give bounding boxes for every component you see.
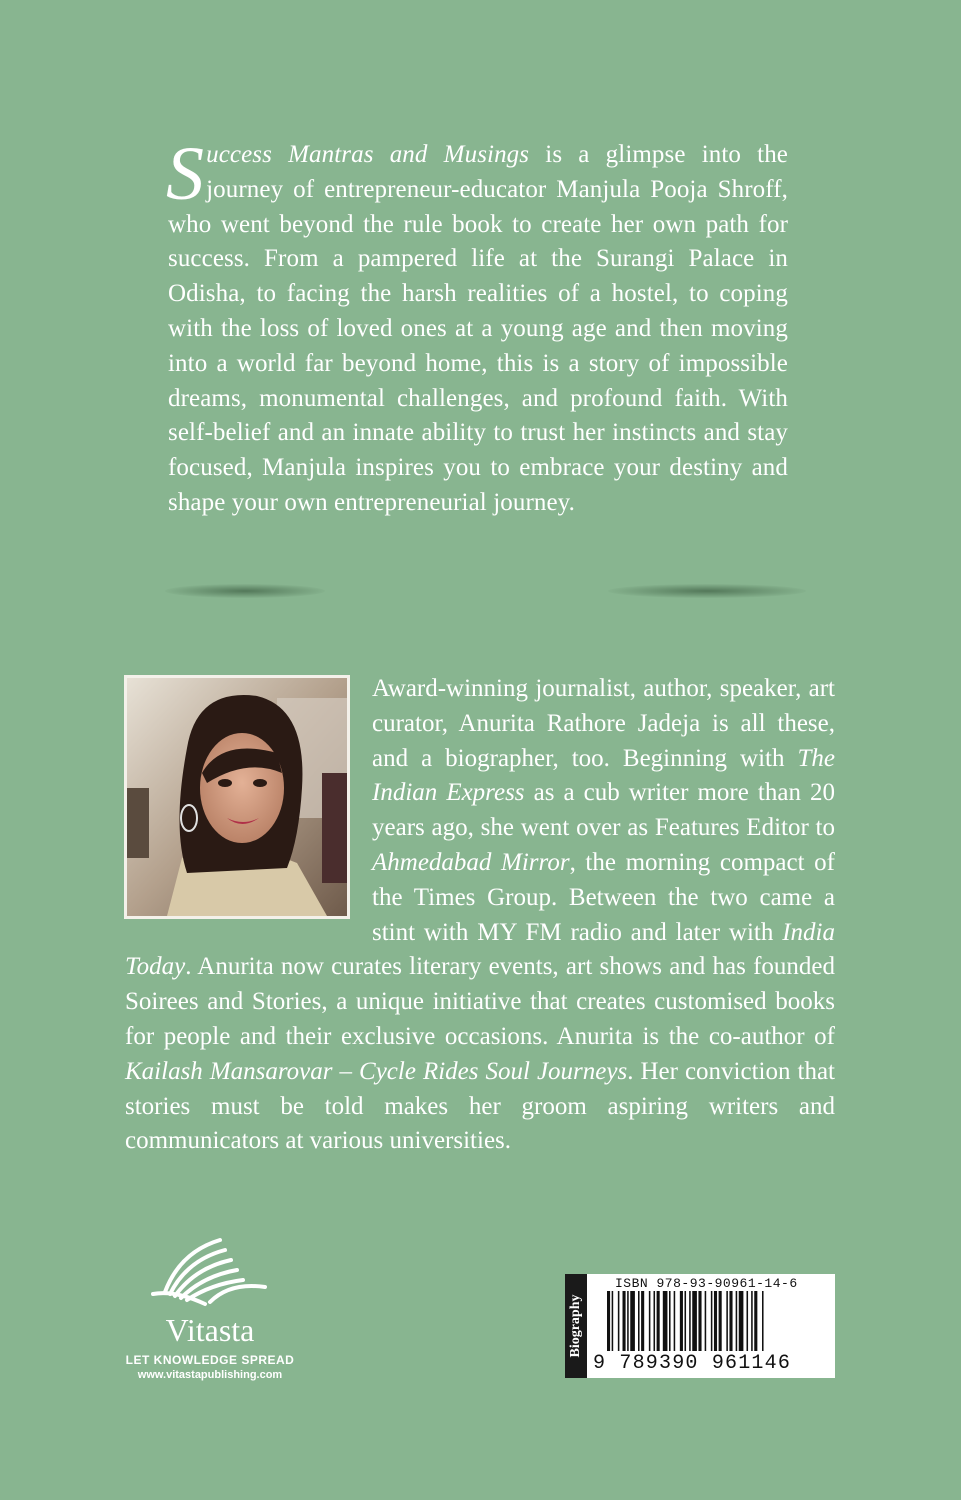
barcode-bar <box>685 1291 687 1351</box>
barcode-bar <box>630 1291 635 1351</box>
author-bio <box>125 672 835 1159</box>
barcode-bar <box>714 1291 717 1351</box>
ean-digits: 9 789390 961146 <box>593 1352 792 1375</box>
barcode-bars <box>607 1291 829 1351</box>
barcode-bar <box>649 1291 651 1351</box>
barcode-bar <box>618 1291 620 1351</box>
bio-text-5: . Her conviction that stories must be told makes her groom aspiring writers and communicators at various universities. <box>125 1057 835 1155</box>
barcode-bar <box>751 1291 753 1351</box>
bio-italic-4: Kailash Mansarovar – Cycle Rides Soul Journeys <box>125 1057 628 1085</box>
barcode-bar <box>623 1291 626 1351</box>
open-book-icon <box>125 1232 295 1312</box>
cover-blurb <box>166 132 788 521</box>
barcode-bar <box>692 1291 697 1351</box>
publisher-name: Vitasta <box>165 1312 255 1348</box>
barcode-bar <box>607 1291 610 1351</box>
barcode-bar <box>689 1291 691 1351</box>
barcode-bar <box>739 1291 744 1351</box>
genre-text: Biography <box>568 1294 583 1358</box>
publisher-logo <box>125 1232 325 1382</box>
barcode-bar <box>680 1291 683 1351</box>
barcode-bar <box>638 1291 640 1351</box>
genre-label <box>565 1274 587 1378</box>
barcode-bar <box>698 1291 701 1351</box>
barcode-bar <box>736 1291 738 1351</box>
barcode-bar <box>747 1291 749 1351</box>
barcode-bar <box>719 1291 722 1351</box>
barcode-bar <box>726 1291 728 1351</box>
book-title-italic: uccess Mantras and Musings <box>206 141 530 168</box>
barcode-bar <box>674 1291 676 1351</box>
bio-italic-1: The Indian Express <box>372 744 835 807</box>
barcode-bar <box>654 1291 656 1351</box>
publisher-url: www.vitastapublishing.com <box>137 1369 283 1381</box>
isbn-number: ISBN 978-93-90961-14-6 <box>615 1276 798 1291</box>
drop-cap: S <box>166 132 205 216</box>
barcode-bar <box>754 1291 757 1351</box>
bio-italic-2: Ahmedabad Mirror <box>372 848 570 876</box>
barcode-bar <box>705 1291 707 1351</box>
isbn-barcode-panel <box>565 1274 835 1378</box>
blurb-text: is a glimpse into the journey of entrepreneur-educator Manjula Pooja Shroff, who went beyond the rule book to create her own path for success. From a pampered life at the Surangi Palace in Odisha, to facing the harsh realities of a hostel, to coping with the loss of loved ones at a young age and then moving into a world far beyond home, this is a story of impossible dreams, monumental challenges, and profound faith. With self-belief and an innate ability to trust her instincts and stay focused, Manjula inspires you to embrace your destiny and shape your own entrepreneurial journey. <box>168 141 788 516</box>
barcode-bar <box>612 1291 614 1351</box>
barcode-bar <box>627 1291 629 1351</box>
barcode-bar <box>669 1291 671 1351</box>
barcode-bar <box>711 1291 713 1351</box>
bio-italic-3: India Today <box>125 918 835 981</box>
barcode-bar <box>729 1291 732 1351</box>
bio-text-4: . Anurita now curates literary events, art shows and has founded Soirees and Stories, a unique initiative that creates customised books for people and their exclusive occasions. Anurita is the co-author of <box>125 953 835 1050</box>
section-divider-right <box>608 584 806 598</box>
barcode-bar <box>663 1291 668 1351</box>
barcode-bar <box>762 1291 764 1351</box>
bio-text-1: Award-winning journalist, author, speaker, art curator, Anurita Rathore Jadeja is all these, and a biographer, too. Beginning with <box>372 675 835 772</box>
barcode-bar <box>657 1291 660 1351</box>
publisher-tagline: LET KNOWLEDGE SPREAD <box>125 1353 295 1367</box>
bio-text-3: , the morning compact of the Times Group. Between the two came a stint with MY FM radio and later with <box>372 848 836 946</box>
photo-spacer <box>125 672 372 950</box>
bio-text-2: as a cub writer more than 20 years ago, she went over as Features Editor to <box>372 779 835 842</box>
section-divider-left <box>165 584 325 598</box>
barcode-bar <box>641 1291 644 1351</box>
